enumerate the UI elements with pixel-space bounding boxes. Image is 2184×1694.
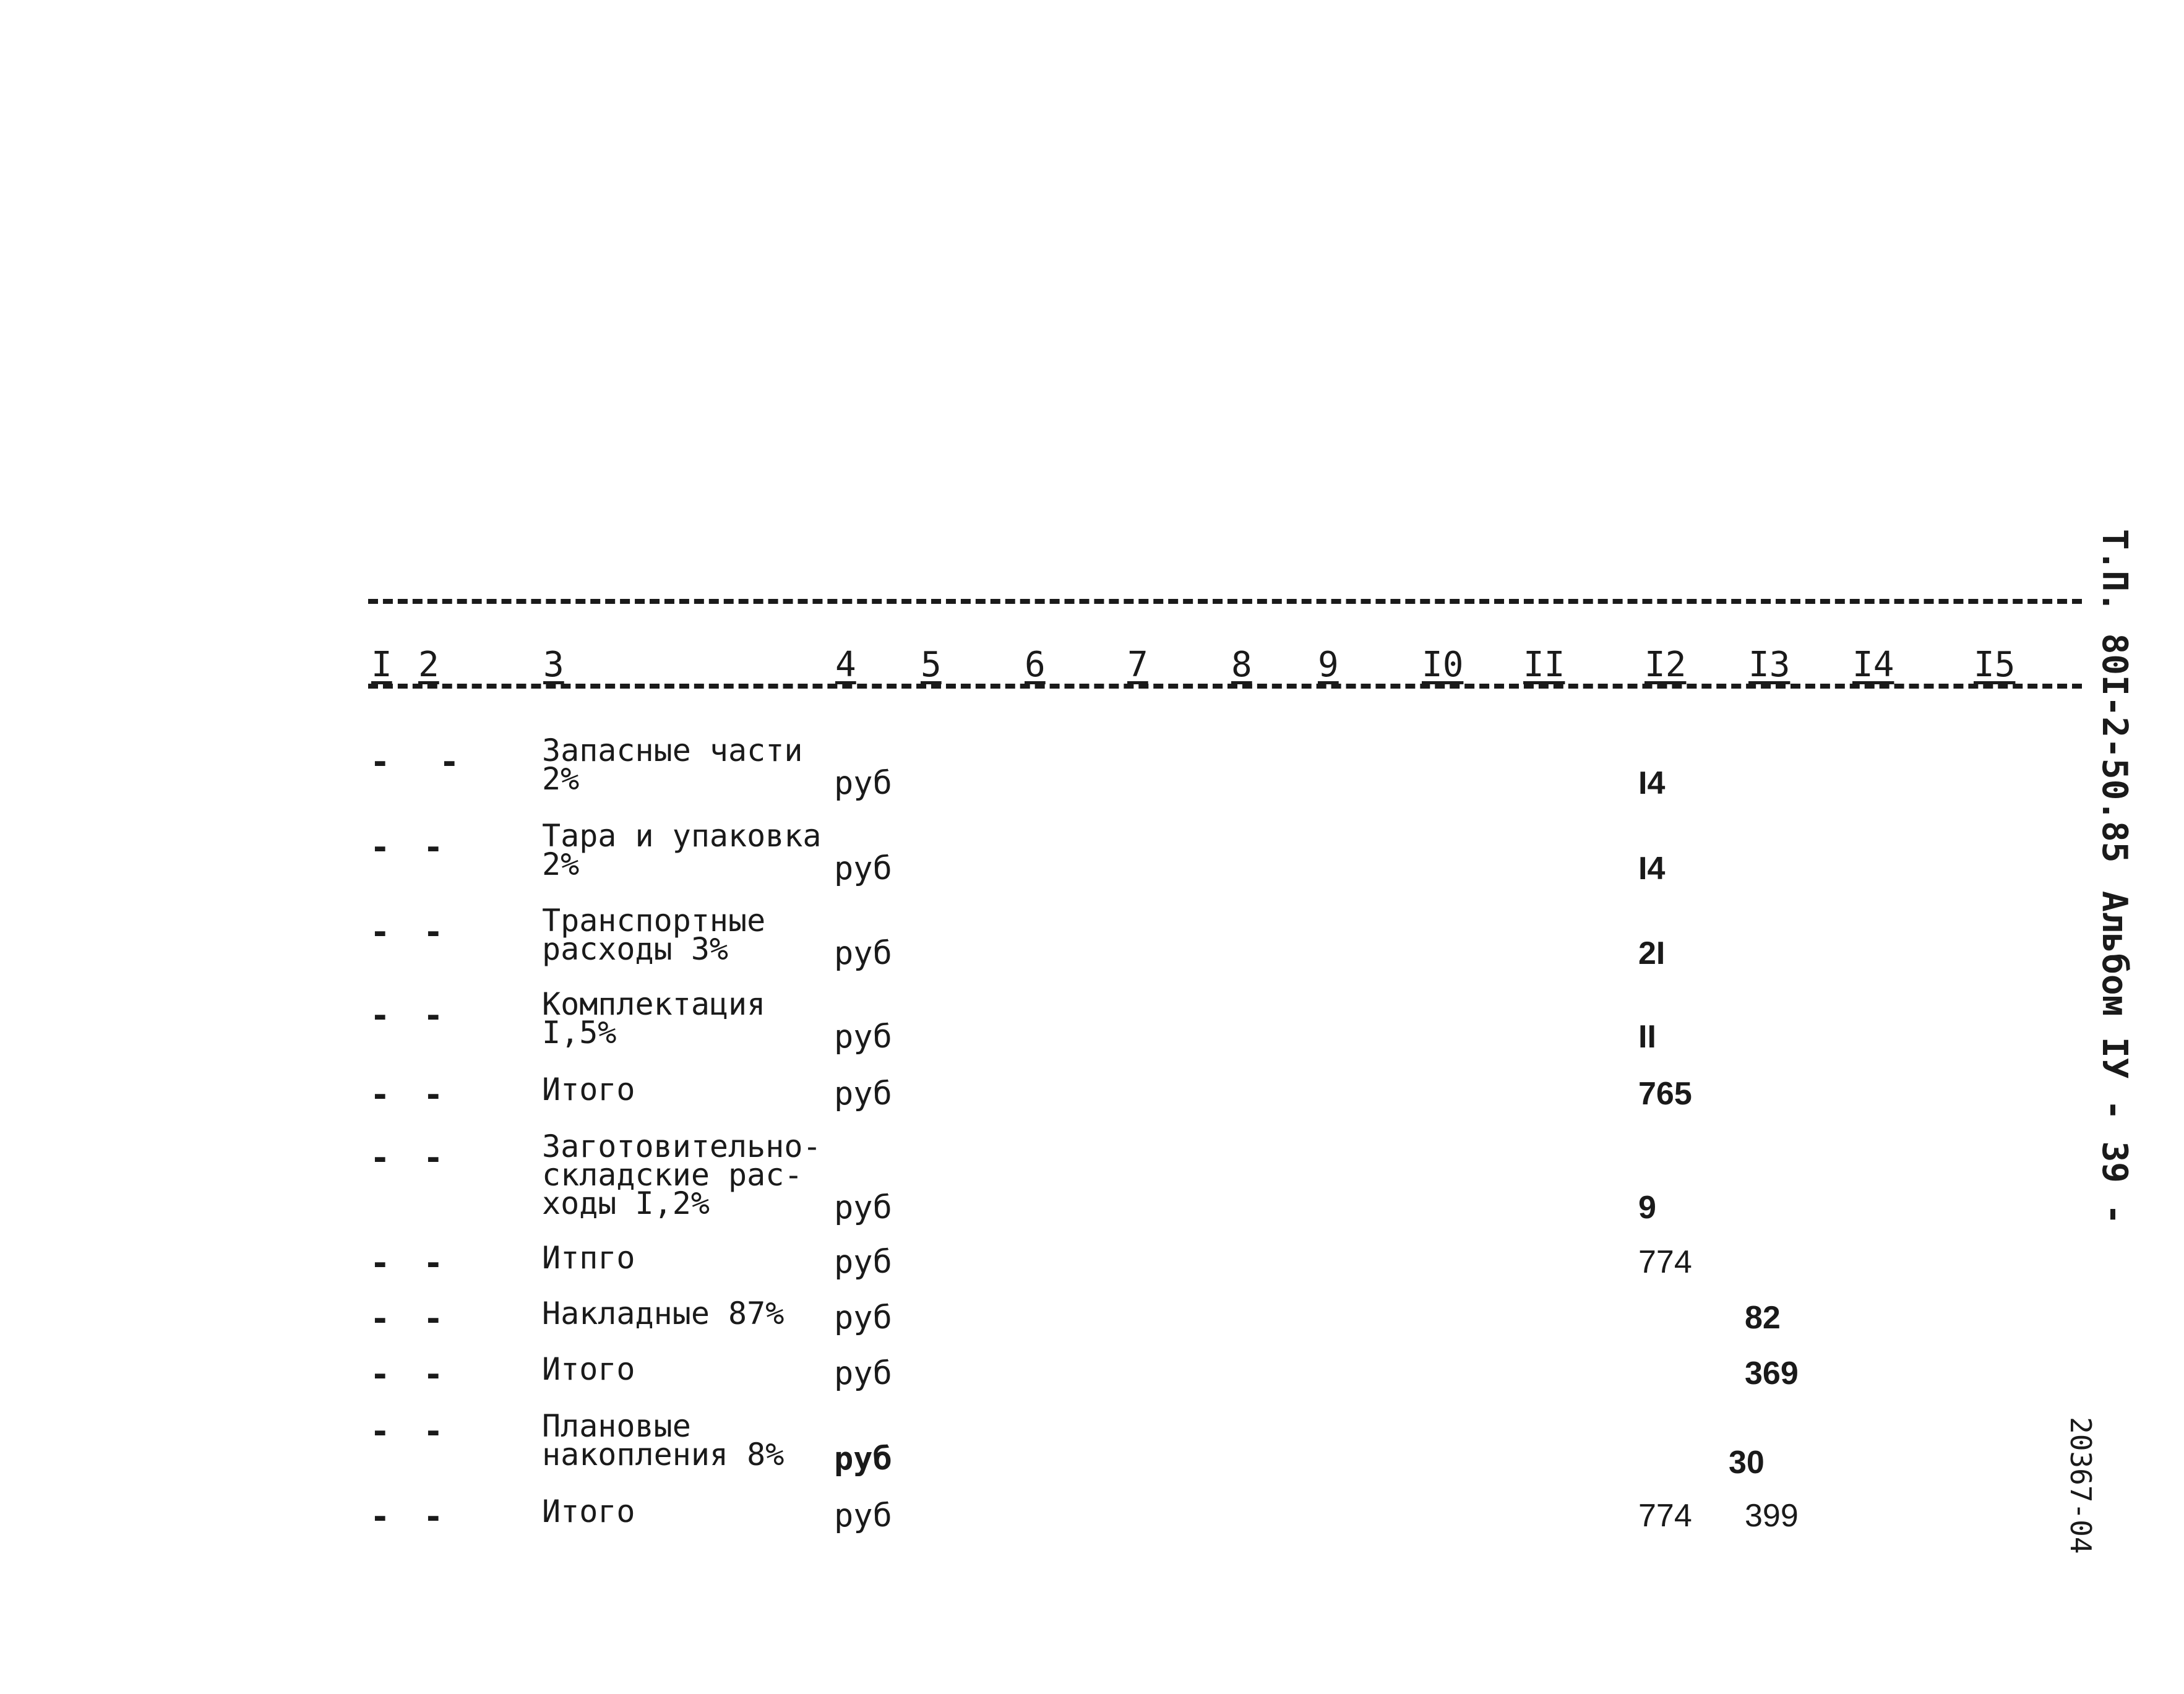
- col1-dash: -: [370, 913, 390, 952]
- archive-stamp: 20367-04: [2064, 1417, 2097, 1554]
- col1-dash: -: [370, 1412, 390, 1451]
- col13-value: 30: [1729, 1445, 1765, 1481]
- document-code: Т.П. 80I-2-50.85: [2094, 529, 2135, 863]
- row-name: Итого: [542, 1072, 635, 1107]
- row-name: Итого: [542, 1494, 635, 1529]
- col1-dash: -: [370, 1138, 390, 1177]
- col2-dash: -: [423, 1138, 444, 1177]
- col2-dash: -: [423, 1412, 444, 1451]
- column-header-10: I0: [1422, 645, 1464, 685]
- col12-value: I4: [1638, 765, 1666, 801]
- column-header-4: 4: [835, 645, 856, 685]
- col12-value: 765: [1638, 1076, 1692, 1112]
- row-name: Итпго: [542, 1240, 635, 1276]
- col1-dash: -: [370, 1299, 390, 1338]
- row-unit: руб: [834, 1440, 892, 1477]
- col2-dash: -: [423, 913, 444, 952]
- column-header-13: I3: [1748, 645, 1791, 685]
- column-header-14: I4: [1852, 645, 1894, 685]
- row-unit: руб: [834, 1244, 892, 1281]
- col1-dash: -: [370, 1355, 390, 1394]
- col1-dash: -: [370, 996, 390, 1035]
- column-header-11: II: [1523, 645, 1565, 685]
- col13-value: 369: [1745, 1356, 1799, 1391]
- row-name: Транспортные расходы 3%: [542, 903, 766, 967]
- col1-dash: -: [370, 828, 390, 867]
- col2-dash: -: [423, 1075, 444, 1114]
- row-unit: руб: [834, 850, 892, 887]
- album-page-label: Альбом IУ - 39 -: [2094, 891, 2135, 1225]
- row-unit: руб: [834, 1497, 892, 1534]
- col2-dash: -: [423, 1497, 444, 1536]
- col1-dash: -: [370, 742, 390, 781]
- col2-dash: -: [423, 828, 444, 867]
- row-unit: руб: [834, 1075, 892, 1112]
- col1-dash: -: [370, 1497, 390, 1536]
- row-unit: руб: [834, 1189, 892, 1226]
- col2-dash: -: [423, 1299, 444, 1338]
- col13-value: 82: [1745, 1300, 1781, 1336]
- col12-value: I4: [1638, 851, 1666, 887]
- col12-value: II: [1638, 1019, 1656, 1055]
- top-dashed-rule: [368, 599, 2082, 604]
- column-header-7: 7: [1127, 645, 1148, 685]
- row-name: Плановые накопления 8%: [542, 1408, 785, 1473]
- column-header-15: I5: [1974, 645, 2016, 685]
- row-unit: руб: [834, 1018, 892, 1056]
- row-unit: руб: [834, 935, 892, 972]
- column-header-8: 8: [1231, 645, 1252, 685]
- row-name: Заготовительно- складские рас- ходы I,2%: [542, 1129, 822, 1221]
- col13-value: 399: [1745, 1498, 1799, 1534]
- row-unit: руб: [834, 1299, 892, 1336]
- col2-dash: -: [423, 1244, 444, 1283]
- row-name: Итого: [542, 1351, 635, 1387]
- header-dashed-rule: [368, 684, 2082, 689]
- col2-dash: -: [423, 996, 444, 1035]
- column-header-3: 3: [543, 645, 564, 685]
- col1-dash: -: [370, 1075, 390, 1114]
- col12-value: 774: [1638, 1244, 1692, 1280]
- col12-value: 774: [1638, 1498, 1692, 1534]
- column-header-9: 9: [1318, 645, 1339, 685]
- column-header-1: I: [371, 645, 392, 685]
- col1-dash: -: [370, 1244, 390, 1283]
- row-name: Запасные части 2%: [542, 733, 803, 797]
- row-unit: руб: [834, 765, 892, 802]
- row-unit: руб: [834, 1355, 892, 1392]
- col12-value: 2I: [1638, 935, 1666, 971]
- row-name: Комплектация I,5%: [542, 986, 766, 1051]
- column-header-2: 2: [418, 645, 439, 685]
- col12-value: 9: [1638, 1190, 1656, 1226]
- row-name: Накладные 87%: [542, 1296, 785, 1331]
- column-header-12: I2: [1644, 645, 1687, 685]
- column-header-5: 5: [921, 645, 942, 685]
- col2-dash: -: [423, 1355, 444, 1394]
- row-name: Тара и упаковка 2%: [542, 818, 822, 882]
- column-header-6: 6: [1025, 645, 1046, 685]
- col2-dash: -: [439, 742, 460, 781]
